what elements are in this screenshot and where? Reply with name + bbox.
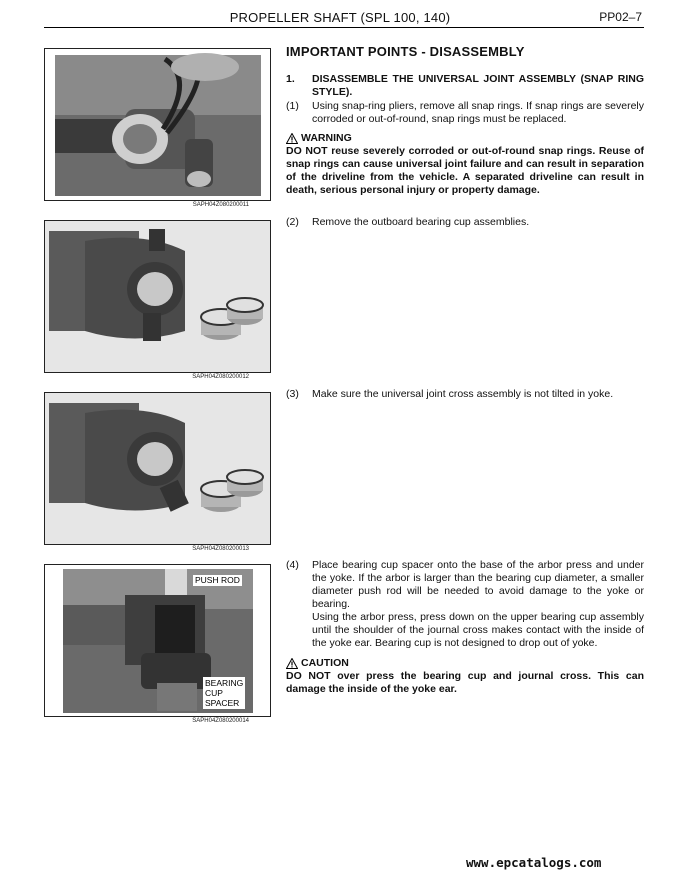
caution-heading: CAUTION bbox=[301, 657, 349, 669]
caution-text: DO NOT over press the bearing cup and journal cross. This can damage the inside of the yoke ear. bbox=[286, 670, 644, 695]
substep-4-text-b: Using the arbor press, press down on the upper bearing cup assembly until the shoulder of the journal cross makes contact with the inside of the yoke ear. Bearing cup is not designed to drop out of yoke. bbox=[312, 611, 644, 649]
figure-3-code: SAPH04Z080200013 bbox=[192, 546, 249, 552]
substep-2 bbox=[286, 216, 644, 229]
spacer-label-line-2: CUP bbox=[205, 688, 223, 698]
spacer-label-line-1: BEARING bbox=[205, 678, 244, 688]
step-1-number: 1. bbox=[286, 73, 295, 85]
figure-1-snap-ring-pliers bbox=[44, 48, 271, 201]
substep-1-number: (1) bbox=[286, 100, 299, 112]
page-header-title: PROPELLER SHAFT (SPL 100, 140) bbox=[229, 10, 451, 25]
substep-4 bbox=[286, 559, 644, 650]
substep-3 bbox=[286, 388, 644, 401]
substep-1 bbox=[286, 100, 644, 126]
figure-1-code: SAPH04Z080200011 bbox=[192, 202, 249, 208]
figure-2-bearing-cups-removed bbox=[44, 220, 271, 373]
substep-2-text: Remove the outboard bearing cup assemblies. bbox=[312, 216, 530, 228]
substep-3-number: (3) bbox=[286, 388, 299, 400]
figure-4-arbor-press bbox=[44, 564, 271, 717]
footer-url[interactable]: www.epcatalogs.com bbox=[466, 855, 602, 870]
figure-3-cross-not-tilted bbox=[44, 392, 271, 545]
substep-4-number: (4) bbox=[286, 559, 299, 571]
caution-triangle-icon bbox=[286, 658, 298, 669]
spacer-label-line-3: SPACER bbox=[205, 698, 240, 708]
bearing-cup-spacer-label bbox=[203, 677, 245, 709]
step-1 bbox=[286, 73, 644, 99]
step-1-title: DISASSEMBLE THE UNIVERSAL JOINT ASSEMBLY (SNAP RING STYLE). bbox=[312, 73, 644, 98]
warning-heading: WARNING bbox=[301, 132, 352, 144]
warning-block bbox=[286, 132, 644, 197]
figure-2-code: SAPH04Z080200012 bbox=[192, 374, 249, 380]
substep-2-number: (2) bbox=[286, 216, 299, 228]
warning-triangle-icon bbox=[286, 133, 298, 144]
warning-text: DO NOT reuse severely corroded or out-of-round snap rings. Reuse of snap rings can cause universal joint failure and can result in separation of the driveline from the vehicle. A separated driveline can result in death, serious personal injury or property damage. bbox=[286, 145, 644, 196]
header-divider bbox=[44, 27, 644, 28]
push-rod-label: PUSH ROD bbox=[195, 575, 240, 585]
figure-4-code: SAPH04Z080200014 bbox=[192, 718, 249, 724]
caution-block bbox=[286, 657, 644, 696]
section-title: IMPORTANT POINTS - DISASSEMBLY bbox=[286, 44, 525, 59]
substep-3-text: Make sure the universal joint cross assembly is not tilted in yoke. bbox=[312, 388, 614, 400]
page-number: PP02–7 bbox=[599, 10, 642, 24]
substep-4-text-a: Place bearing cup spacer onto the base of the arbor press and under the yoke. If the arbor is larger than the bearing cup diameter, a smaller diameter push rod will be needed to avoid damage to the yoke or bearing. bbox=[312, 559, 644, 610]
substep-1-text: Using snap-ring pliers, remove all snap rings. If snap rings are severely corroded or out-of-round, snap rings must be replaced. bbox=[312, 100, 644, 125]
